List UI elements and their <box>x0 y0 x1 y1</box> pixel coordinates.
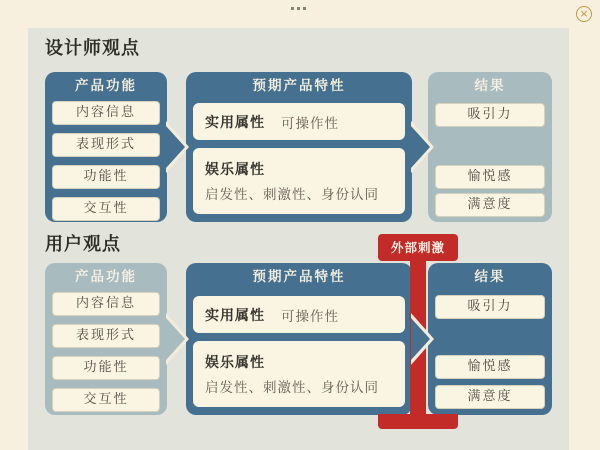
list-item: 功能性 <box>52 165 160 189</box>
list-item: 表现形式 <box>52 133 160 157</box>
dot <box>297 7 300 10</box>
list-item: 内容信息 <box>52 101 160 125</box>
designer-results-box <box>428 72 552 222</box>
arrow-fill <box>166 126 185 168</box>
designer-expected-attributes-box <box>186 72 412 222</box>
item-stack <box>52 101 160 229</box>
box-header: 结果 <box>474 269 506 285</box>
user-expected-attributes-box <box>186 263 412 415</box>
user-section-title: 用户观点 <box>45 234 121 255</box>
box-header: 结果 <box>474 78 506 94</box>
arrow-fill <box>411 126 430 168</box>
flow-arrow-icon <box>166 121 191 173</box>
card-detail: 可操作性 <box>281 115 339 132</box>
card-detail: 可操作性 <box>281 308 339 325</box>
dot <box>303 7 306 10</box>
list-item: 愉悦感 <box>435 165 545 189</box>
flow-arrow-icon <box>411 121 436 173</box>
card-title: 实用属性 <box>205 114 265 131</box>
external-stimulus-label: 外部刺激 <box>378 234 458 261</box>
list-item: 愉悦感 <box>435 355 545 379</box>
user-results-box <box>428 263 552 415</box>
card-detail: 启发性、刺激性、身份认同 <box>205 380 379 396</box>
designer-product-function-box <box>45 72 167 222</box>
practical-attributes-card <box>193 296 405 333</box>
external-stimulus-bar-base <box>378 414 458 429</box>
list-item: 吸引力 <box>435 295 545 319</box>
dot <box>291 7 294 10</box>
list-item: 内容信息 <box>52 292 160 316</box>
item-stack <box>52 292 160 420</box>
list-item: 交互性 <box>52 388 160 412</box>
more-options-dots-icon[interactable] <box>291 7 306 10</box>
box-header: 产品功能 <box>75 78 137 94</box>
user-product-function-box <box>45 263 167 415</box>
card-detail: 启发性、刺激性、身份认同 <box>205 187 379 203</box>
close-icon[interactable]: × <box>576 6 592 22</box>
arrow-fill <box>166 318 185 360</box>
list-item: 表现形式 <box>52 324 160 348</box>
flow-arrow-icon <box>166 313 191 365</box>
designer-section-title: 设计师观点 <box>45 38 140 59</box>
card-title: 娱乐属性 <box>205 355 265 371</box>
box-header: 预期产品特性 <box>252 78 346 94</box>
list-item: 交互性 <box>52 197 160 221</box>
practical-attributes-card <box>193 103 405 140</box>
list-item: 功能性 <box>52 356 160 380</box>
card-title: 实用属性 <box>205 307 265 324</box>
list-item: 吸引力 <box>435 103 545 127</box>
flow-arrow-icon <box>411 313 436 365</box>
entertainment-attributes-card <box>193 148 405 214</box>
box-header: 产品功能 <box>75 269 137 285</box>
list-item: 满意度 <box>435 193 545 217</box>
box-header: 预期产品特性 <box>252 269 346 285</box>
entertainment-attributes-card <box>193 341 405 407</box>
card-title: 娱乐属性 <box>205 162 265 178</box>
list-item: 满意度 <box>435 385 545 409</box>
arrow-fill <box>411 318 430 360</box>
